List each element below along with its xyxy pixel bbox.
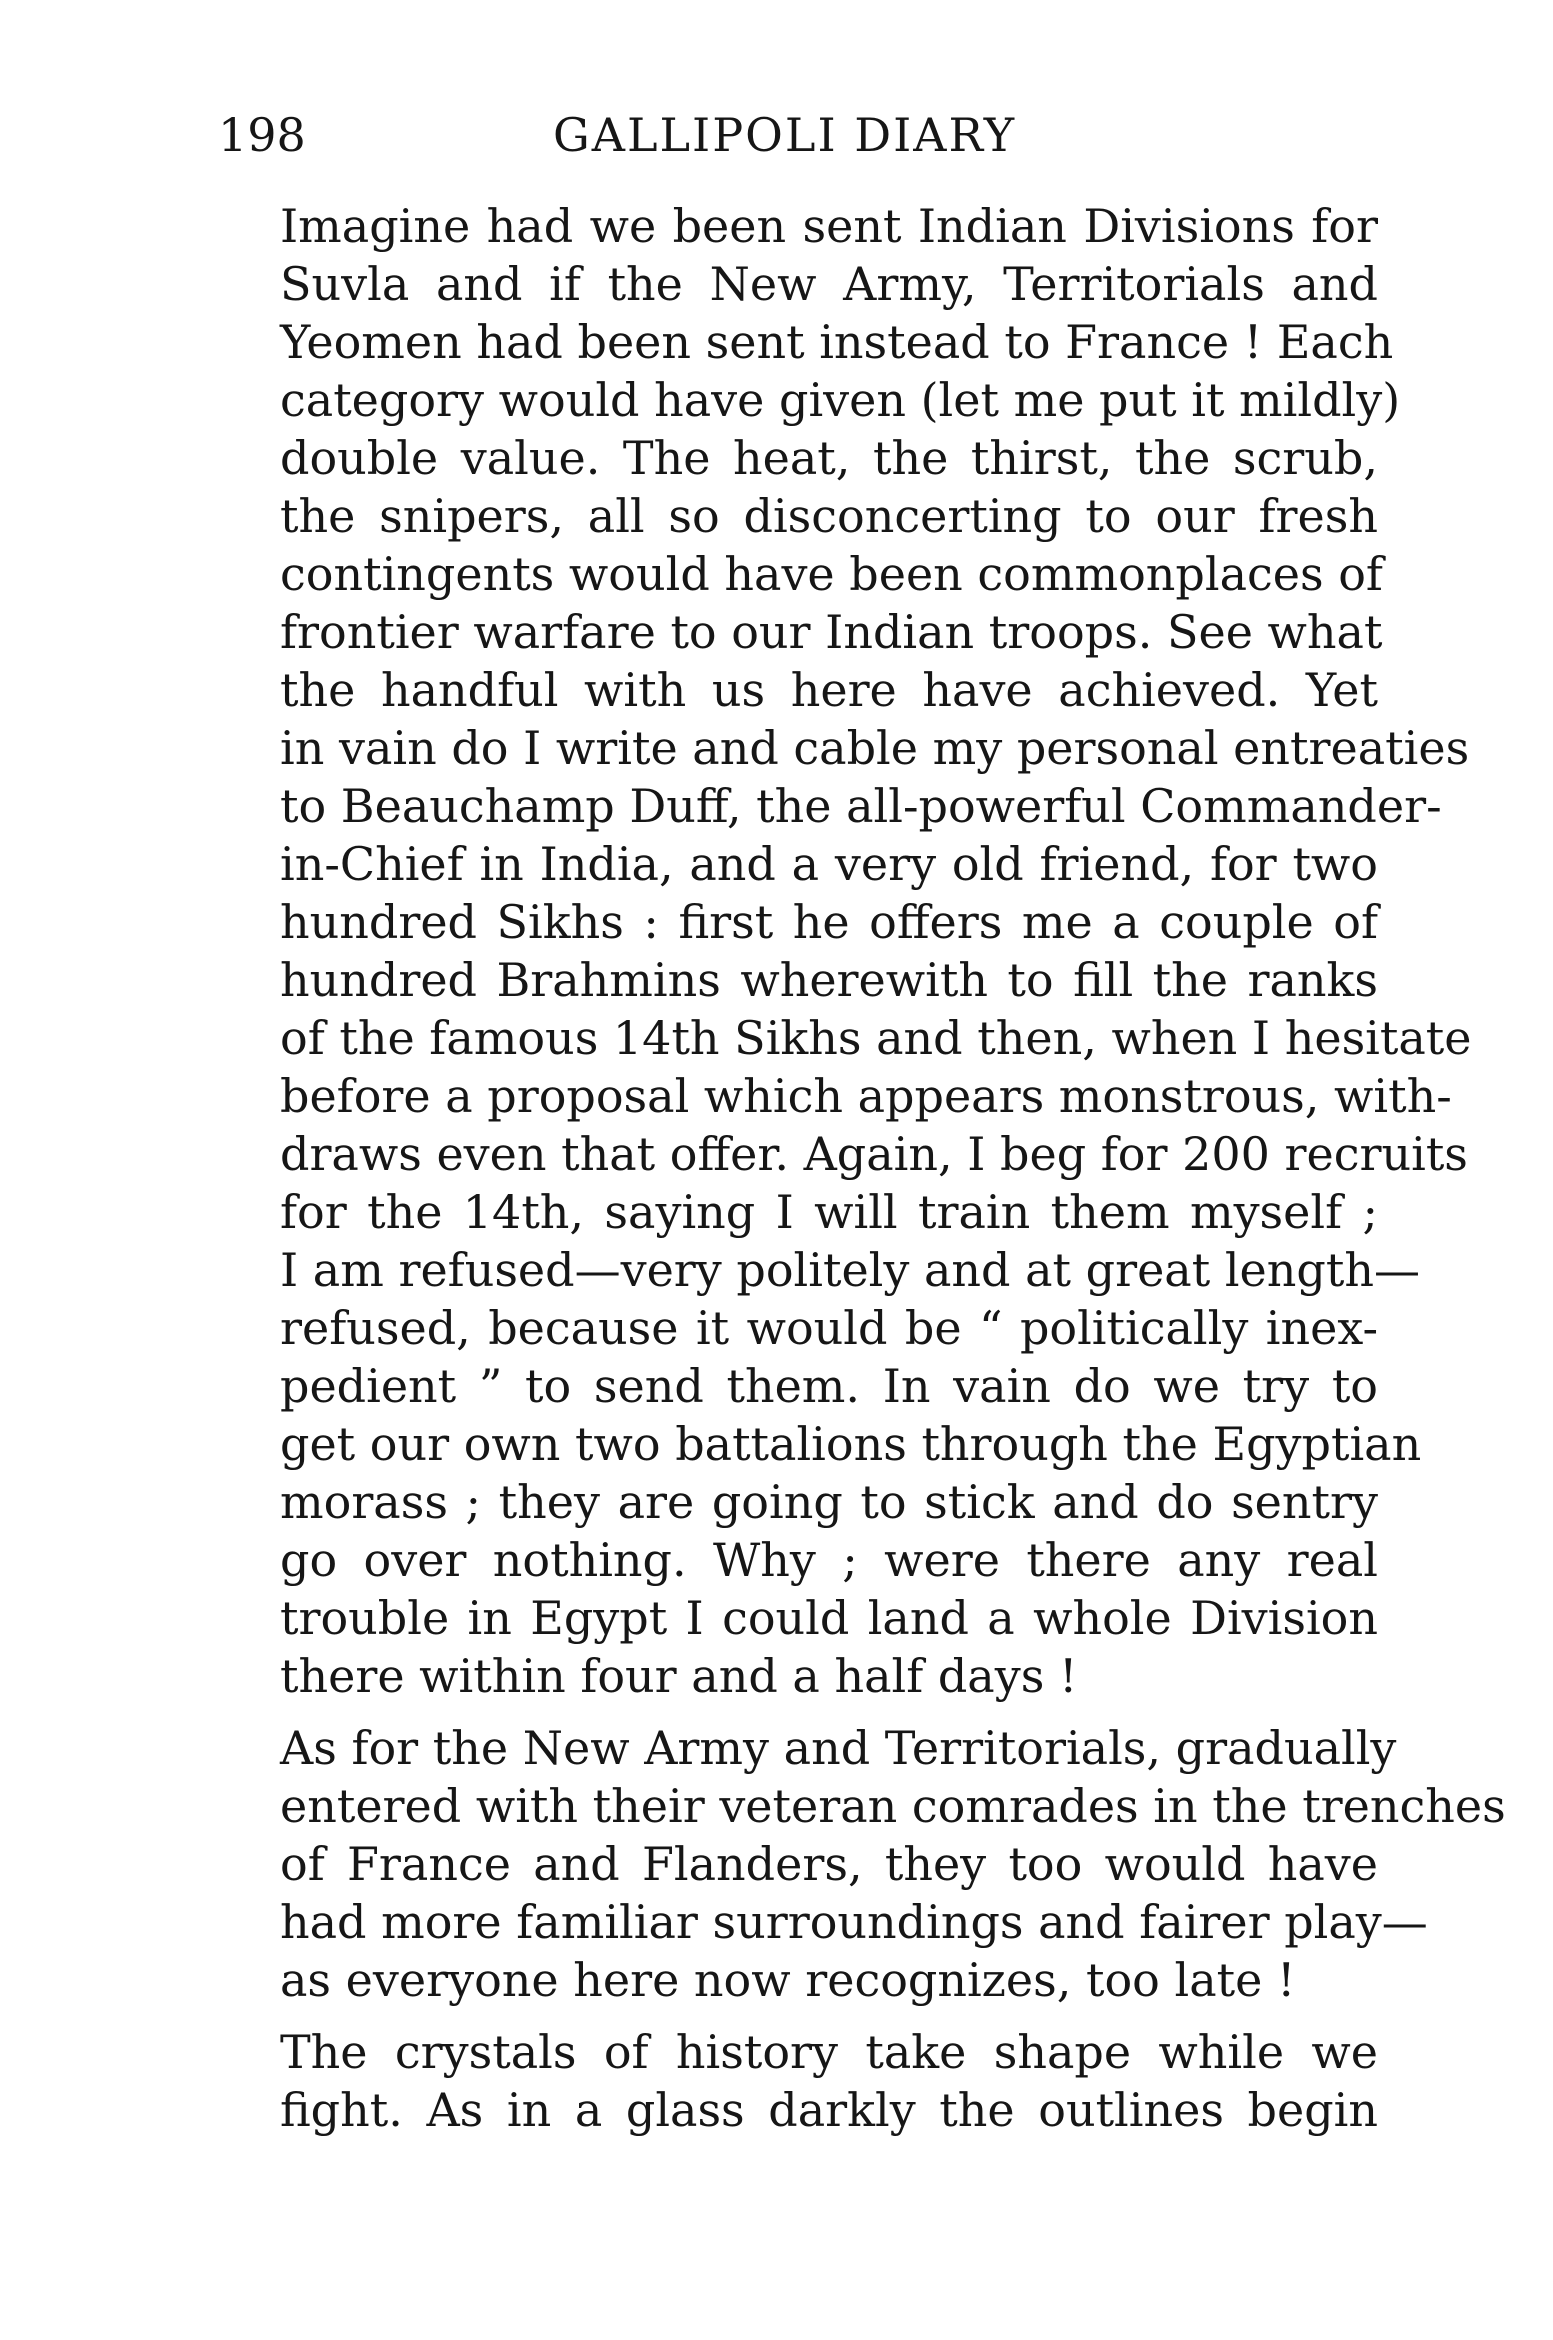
text-line: Yeomen had been sent instead to France ! Each xyxy=(280,315,1394,369)
text-line: in-Chief in India, and a very old friend, for two xyxy=(280,837,1378,891)
text-line: had more familiar surroundings and fairer play— xyxy=(280,1895,1428,1949)
text-line: fight. As in a glass darkly the outlines begin xyxy=(280,2083,1378,2137)
text-line: trouble in Egypt I could land a whole Division xyxy=(280,1591,1378,1645)
text-line: The crystals of history take shape while we xyxy=(280,2025,1378,2079)
text-line: before a proposal which appears monstrous, with- xyxy=(280,1069,1452,1123)
text-line: draws even that offer. Again, I beg for 200 recruits xyxy=(280,1127,1468,1181)
text-line: Suvla and if the New Army, Territorials and xyxy=(280,257,1378,311)
text-line: pedient ” to send them. In vain do we try to xyxy=(280,1359,1378,1413)
text-line: hundred Brahmins wherewith to fill the ranks xyxy=(280,953,1378,1007)
text-line: go over nothing. Why ; were there any real xyxy=(280,1533,1378,1587)
text-line: there within four and a half days ! xyxy=(280,1649,1078,1703)
text-line: entered with their veteran comrades in the trenches xyxy=(280,1779,1506,1833)
text-line: the snipers, all so disconcerting to our fresh xyxy=(280,489,1378,543)
text-line: frontier warfare to our Indian troops. See what xyxy=(280,605,1383,659)
text-line: Imagine had we been sent Indian Divisions for xyxy=(280,199,1378,253)
text-line: of the famous 14th Sikhs and then, when I hesitate xyxy=(280,1011,1472,1065)
text-line: as everyone here now recognizes, too late ! xyxy=(280,1953,1296,2007)
text-line: contingents would have been commonplaces of xyxy=(280,547,1383,601)
text-line: refused, because it would be “ politically inex- xyxy=(280,1301,1378,1355)
text-line: I am refused—very politely and at great length— xyxy=(280,1243,1420,1297)
text-line: the handful with us here have achieved. Yet xyxy=(280,663,1378,717)
text-line: for the 14th, saying I will train them myself ; xyxy=(280,1185,1378,1239)
running-head: GALLIPOLI DIARY xyxy=(553,108,1017,162)
text-line: morass ; they are going to stick and do sentry xyxy=(280,1475,1378,1529)
paragraph xyxy=(232,2023,1378,2139)
body-text xyxy=(232,197,1506,2139)
text-line: category would have given (let me put it mildly) xyxy=(280,373,1401,427)
text-line: in vain do I write and cable my personal entreaties xyxy=(280,721,1470,775)
text-line: As for the New Army and Territorials, gradually xyxy=(280,1721,1397,1775)
text-line: to Beauchamp Duff, the all-powerful Commander- xyxy=(280,779,1442,833)
paragraph xyxy=(232,197,1472,1705)
paragraph xyxy=(232,1719,1506,2009)
text-line: get our own two battalions through the Egyptian xyxy=(280,1417,1422,1471)
text-line: hundred Sikhs : first he offers me a couple of xyxy=(280,895,1378,949)
text-line: double value. The heat, the thirst, the scrub, xyxy=(280,431,1378,485)
text-line: of France and Flanders, they too would have xyxy=(280,1837,1378,1891)
page-number: 198 xyxy=(218,108,306,162)
